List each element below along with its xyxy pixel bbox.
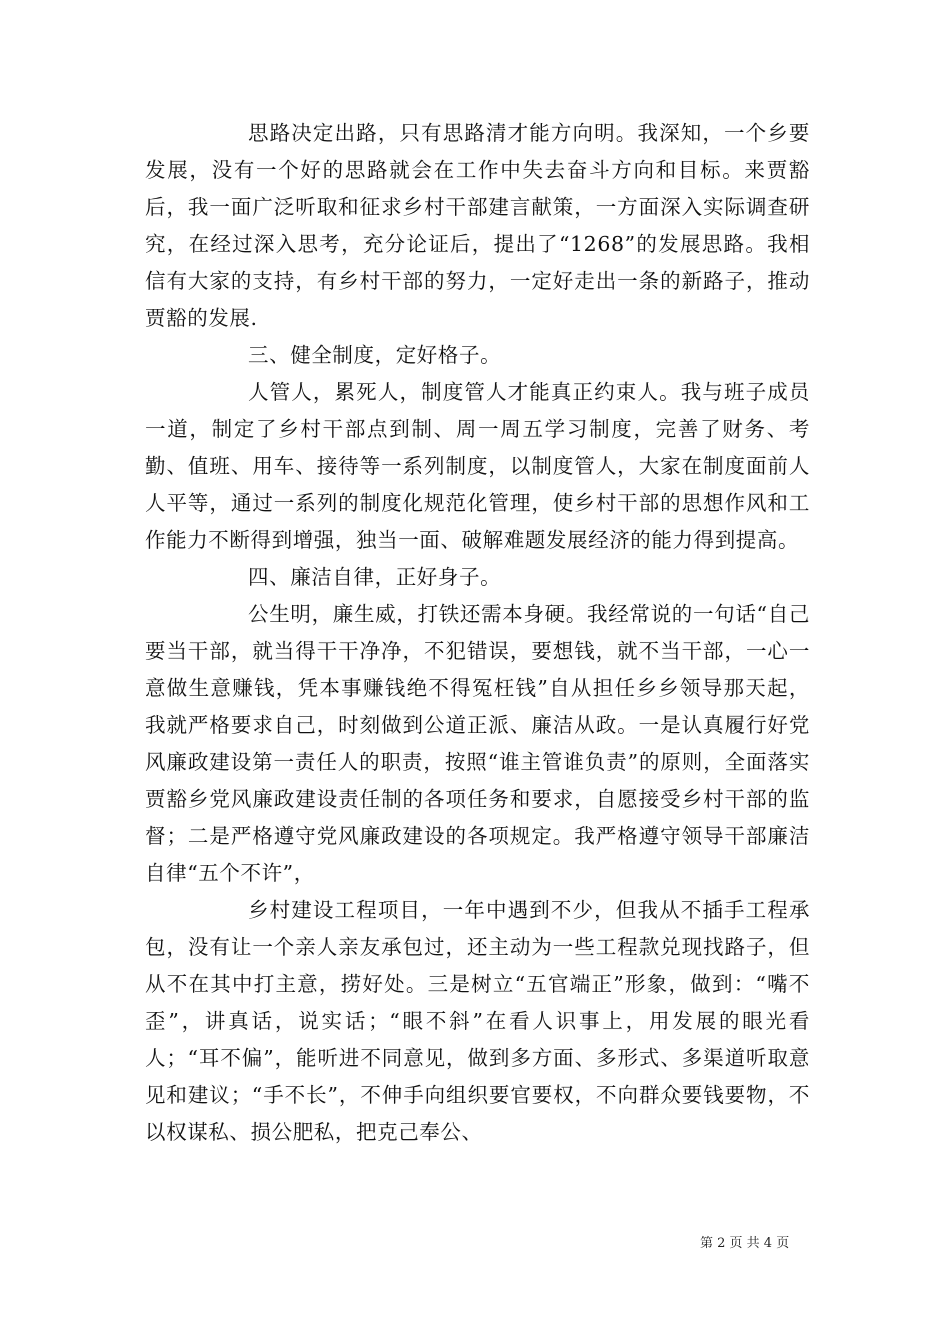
section-heading-3: 三、健全制度，定好格子。 (248, 343, 502, 367)
paragraph-integrity: 公生明，廉生威，打铁还需本身硬。我经常说的一句话“自己要当干部，就当得干干净净，不犯错误，要想钱，就不当干部，一心一意做生意赚钱，凭本事赚钱绝不得冤枉钱”自从担任乡乡领导那天起，我就严格要求自己，时刻做到公道正派、廉洁从政。一是认真履行好党风廉政建设第一责任人的职责，按照“谁主管谁负责”的原则，全面落实贾豁乡党风廉政建设责任制的各项任务和要求，自愿接受乡村干部的监督；二是严格遵守党风廉政建设的各项规定。我严格遵守领导干部廉洁自律“五个不许”， (145, 602, 810, 885)
paragraph-projects: 乡村建设工程项目，一年中遇到不少，但我从不插手工程承包，没有让一个亲人亲友承包过，还主动为一些工程款兑现找路子，但从不在其中打主意，捞好处。三是树立“五官端正”形象，做到：“嘴不歪”，讲真话，说实话；“眼不斜”在看人识事上，用发展的眼光看人；“耳不偏”，能听进不同意见，做到多方面、多形式、多渠道听取意见和建议；“手不长”，不伸手向组织要官要权，不向群众要钱要物，不以权谋私、损公肥私，把克己奉公、 (145, 898, 810, 1144)
section-heading-4: 四、廉洁自律，正好身子。 (248, 565, 502, 589)
paragraph-system: 人管人，累死人，制度管人才能真正约束人。我与班子成员一道，制定了乡村干部点到制、周一周五学习制度，完善了财务、考勤、值班、用车、接待等一系列制度，以制度管人，大家在制度面前人人平等，通过一系列的制度化规范化管理，使乡村干部的思想作风和工作能力不断得到增强，独当一面、破解难题发展经济的能力得到提高。 (145, 380, 810, 552)
page-number-footer: 第 2 页 共 4 页 (700, 1236, 790, 1251)
document-body (145, 115, 810, 1151)
paragraph-thinking: 思路决定出路，只有思路清才能方向明。我深知，一个乡要发展，没有一个好的思路就会在工作中失去奋斗方向和目标。来贾豁后，我一面广泛听取和征求乡村干部建言献策，一方面深入实际调查研究，在经过深入思考，充分论证后，提出了“1268”的发展思路。我相信有大家的支持，有乡村干部的努力，一定好走出一条的新路子，推动贾豁的发展. (145, 121, 810, 330)
